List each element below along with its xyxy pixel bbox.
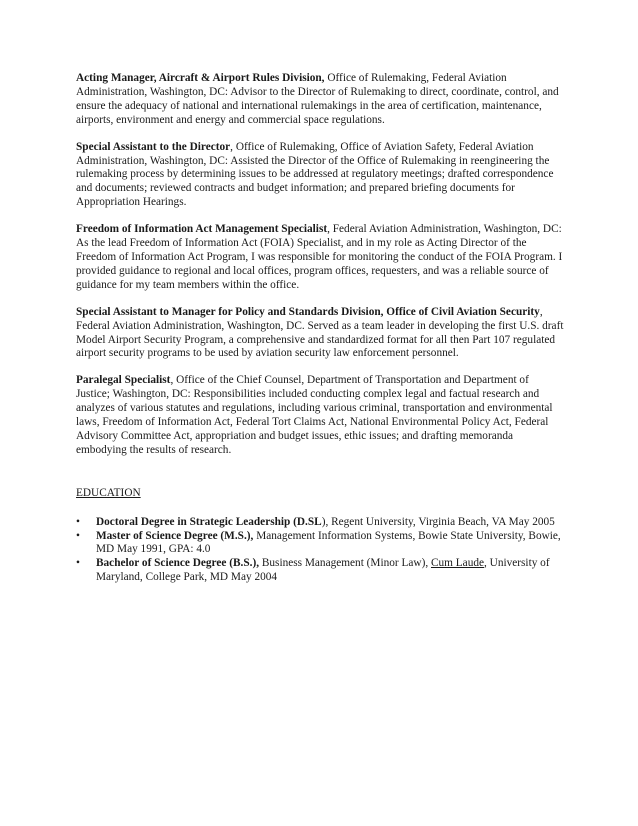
entry-description: , Office of the Chief Counsel, Department of Transportation and Department of Justice; Washington, DC: Responsibilities included conducting complex legal and factual research and analyzes of various statutes and regulations, including various criminal, transportation and environmental laws, Freedom of Information Act, Federal Tort Claims Act, National Environmental Policy Act, Federal Advisory Committee Act, appropriation and budget issues, ethic issues; and drafting memoranda embodying the results of research. xyxy=(76,374,553,456)
education-list xyxy=(76,516,564,586)
education-item-doctoral xyxy=(76,516,564,530)
education-heading: EDUCATION xyxy=(76,486,141,499)
entry-title: Acting Manager, Aircraft & Airport Rules Division, xyxy=(76,72,325,84)
entry-title: Paralegal Specialist xyxy=(76,374,171,387)
honor-label: Cum Laude xyxy=(430,557,485,570)
degree-name: Master of Science Degree (M.S.), xyxy=(96,529,254,542)
entry-description: Office of Rulemaking, Federal Aviation Administration, Washington, DC: Advisor to the Director of Rulemaking to direct, coordinate, control, and ensure the adequacy of national and international rulemakings in the area of certification, maintenance, airports, environment and energy and commercial space regulations. xyxy=(76,72,559,126)
education-item-masters xyxy=(76,530,564,558)
degree-name: Doctoral Degree in Strategic Leadership (D.SL xyxy=(96,515,322,528)
experience-entry-foia-specialist xyxy=(76,223,564,293)
degree-details: ), Regent University, Virginia Beach, VA May 2005 xyxy=(321,515,555,528)
entry-description: , Office of Rulemaking, Office of Aviation Safety, Federal Aviation Administration, Washington, DC: Assisted the Director of the Office of Rulemaking in reengineering the rulemaking process by determining issues to be addressed at regulatory meetings; drafted correspondence and documents; reviewed contracts and budget information; and prepared briefing documents for Appropriation Hearings. xyxy=(76,140,554,209)
experience-entry-acting-manager xyxy=(76,72,564,128)
entry-title: Freedom of Information Act Management Specialist xyxy=(76,223,328,236)
bullet-icon: • xyxy=(76,515,80,528)
education-item-bachelors xyxy=(76,557,564,585)
experience-entry-special-assistant-director xyxy=(76,141,564,211)
experience-entry-special-assistant-security xyxy=(76,306,564,362)
entry-description: , Federal Aviation Administration, Washington, DC. Served as a team leader in developing the first U.S. draft Model Airport Security Program, a comprehensive and standardized format for all then Part 107 regulated airport security programs to be used by aviation security law enforcement personnel. xyxy=(76,305,564,360)
resume-page xyxy=(76,72,564,585)
bullet-icon: • xyxy=(76,529,80,542)
experience-entry-paralegal xyxy=(76,374,564,457)
degree-details-end: , University of Maryland, College Park, MD May 2004 xyxy=(96,557,550,584)
degree-details: Management Information Systems, Bowie State University, Bowie, MD May 1991, GPA: 4.0 xyxy=(96,529,561,556)
bullet-icon: • xyxy=(76,557,80,570)
degree-details: Business Management (Minor Law), xyxy=(259,557,431,570)
entry-description: , Federal Aviation Administration, Washington, DC: As the lead Freedom of Information Act (FOIA) Specialist, and in my role as Acting Director of the Freedom of Information Act Program, I was responsible for monitoring the conduct of the FOIA Program. I provided guidance to regional and local offices, program offices, requesters, and was a reliable source of guidance for my team members within the office. xyxy=(76,223,563,291)
degree-name: Bachelor of Science Degree (B.S.), xyxy=(96,557,260,570)
entry-title: Special Assistant to the Director xyxy=(76,140,231,153)
entry-title: Special Assistant to Manager for Policy and Standards Division, Office of Civil Aviation Security xyxy=(76,305,540,318)
